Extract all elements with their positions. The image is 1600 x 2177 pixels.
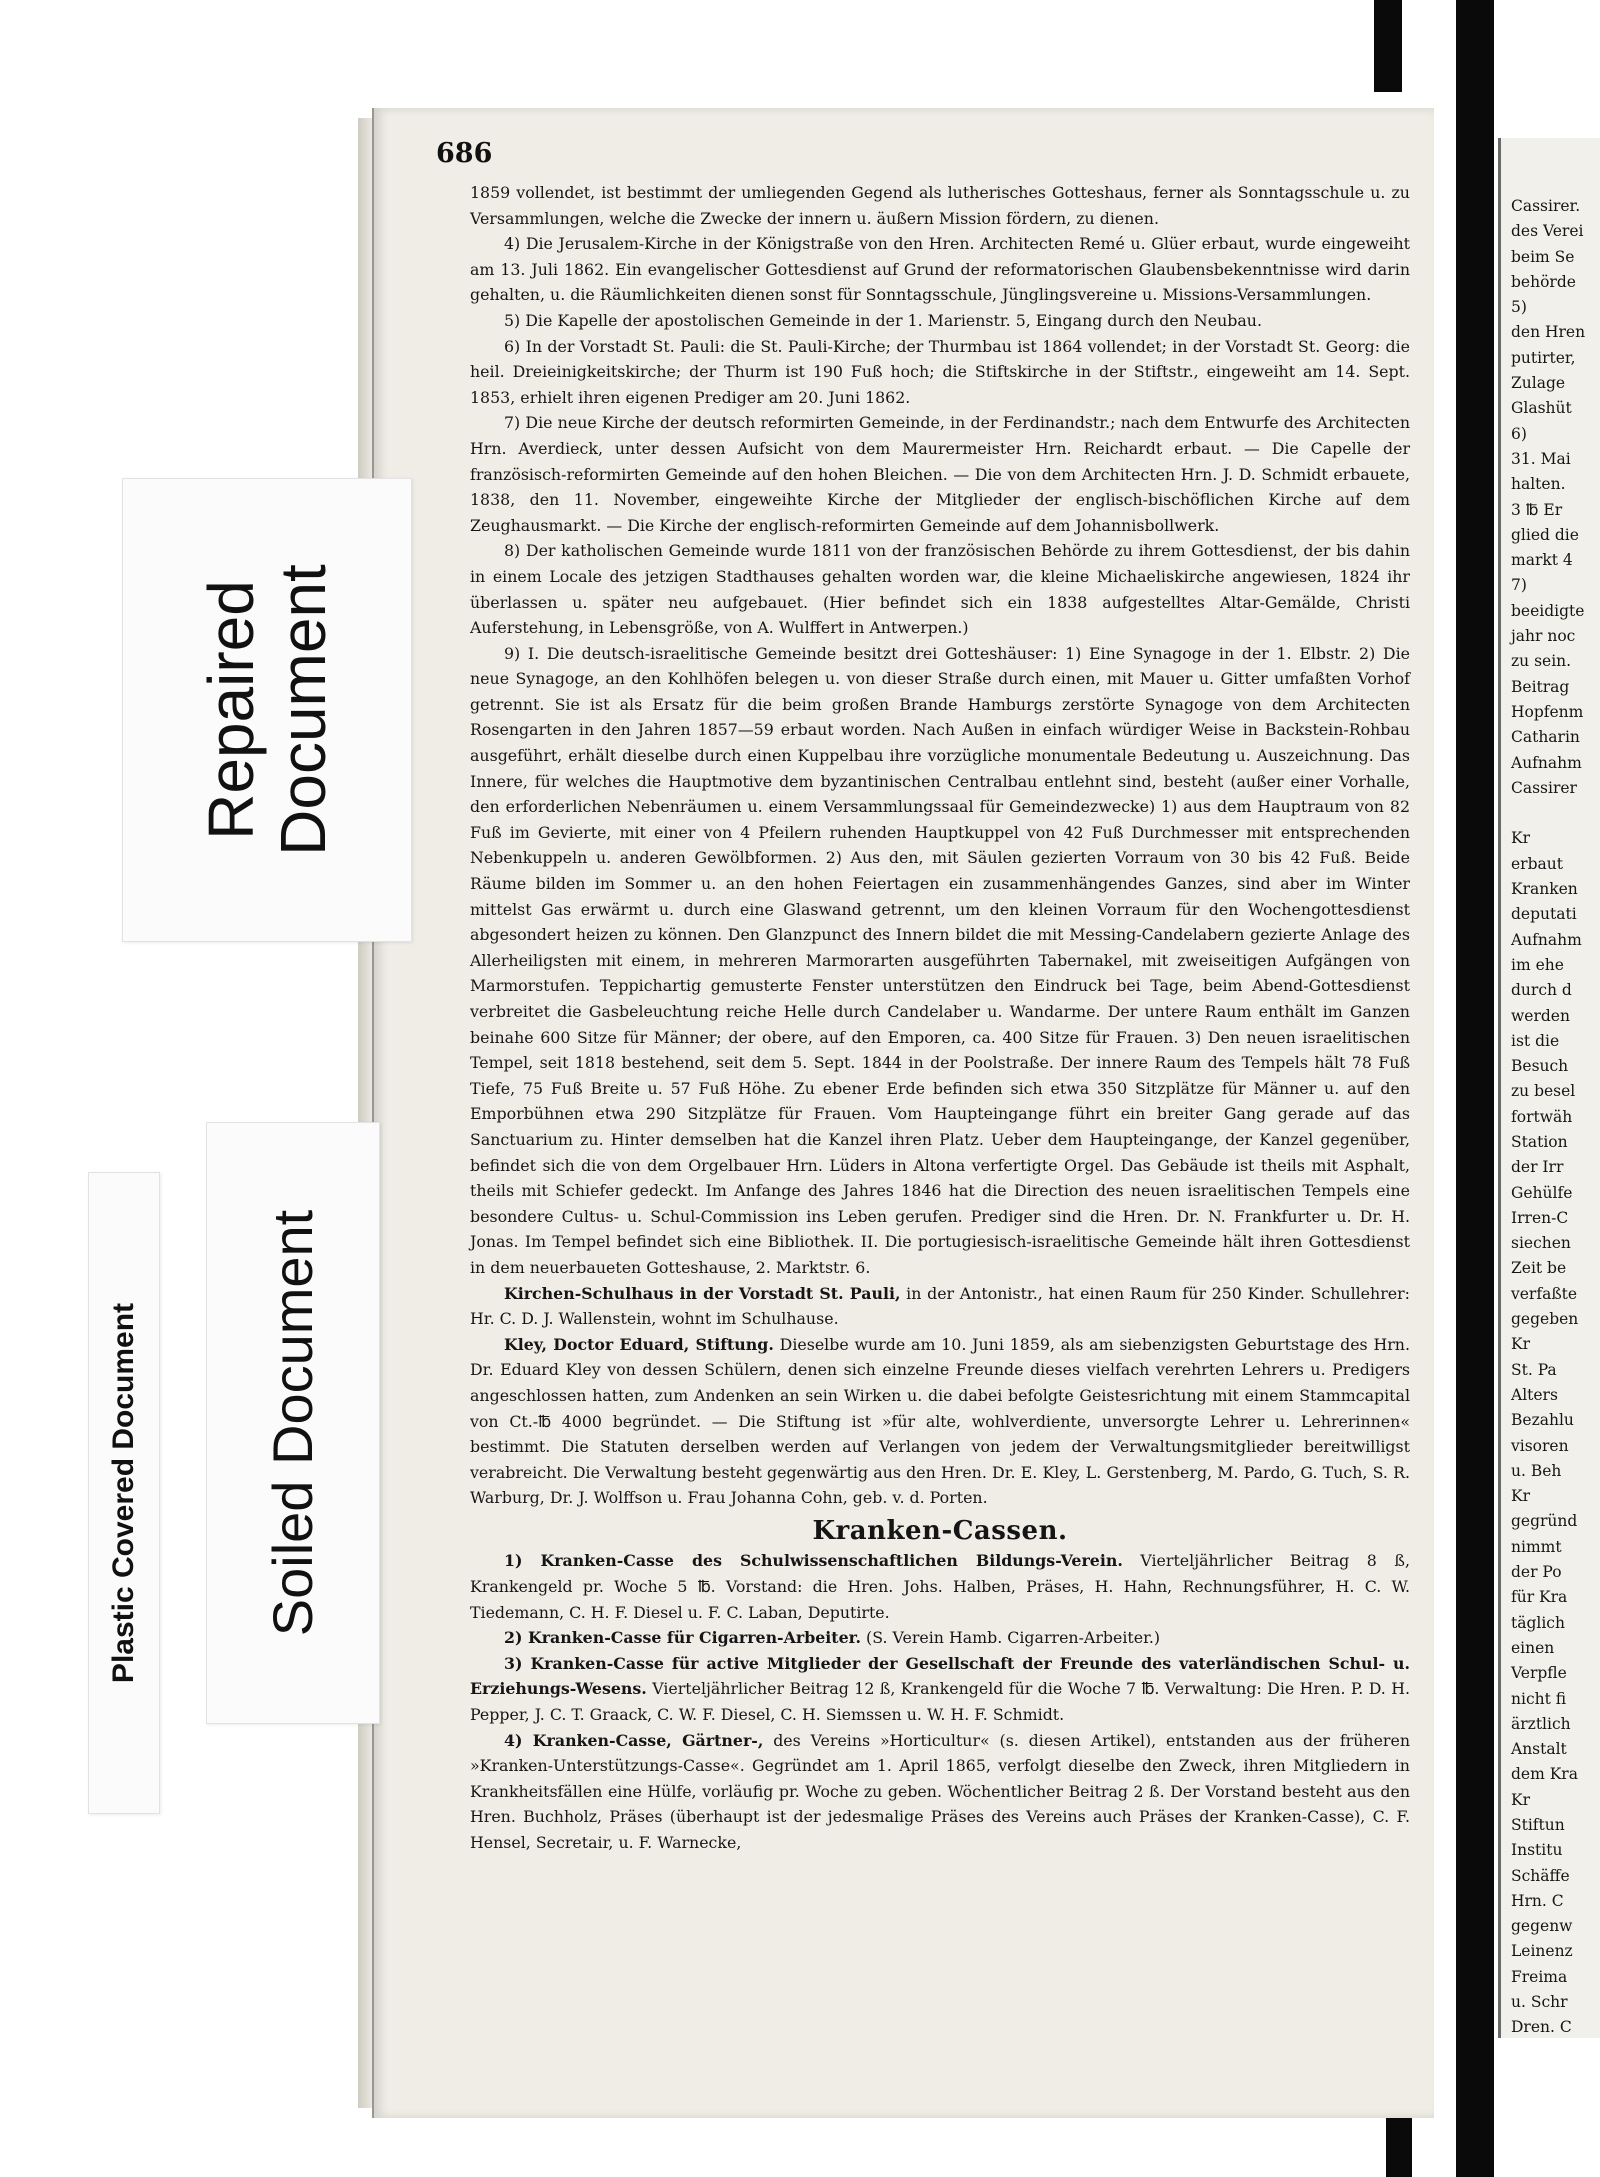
section-heading: Kranken-Cassen. (812, 1515, 1068, 1546)
casse-title: 3) Kranken-Casse für active Mitglieder der Gesellschaft der Freunde des vaterländischen Schul- u. Erziehungs-Wesens. (470, 1653, 1410, 1699)
adjacent-page-line: Besuch (1511, 1057, 1569, 1076)
adjacent-page-line: Alters (1511, 1385, 1558, 1404)
entry-text: in der Antonistr., hat einen Raum für 250 Kinder. Schullehrer: Hr. C. D. J. Wallenstein, wohnt im Schulhause. (470, 1283, 1410, 1329)
paragraph: 1859 vollendet, ist bestimmt der umliegenden Gegend als lutherisches Gotteshaus, ferner als Sonntagsschule u. zu Versammlungen, welche die Zwecke der innern u. äußern Mission fördern, zu dienen. (470, 183, 1410, 228)
adjacent-page-line: der Po (1511, 1563, 1562, 1582)
adjacent-page-line: Kr (1511, 829, 1530, 848)
adjacent-page-line: täglich (1511, 1613, 1565, 1632)
text-column (470, 180, 1410, 1856)
adjacent-page-line: erbaut (1511, 854, 1563, 873)
adjacent-page-line: u. Beh (1511, 1461, 1562, 1480)
adjacent-page-line: des Verei (1511, 222, 1584, 241)
adjacent-page-line: durch d (1511, 981, 1572, 1000)
adjacent-page-line: Institu (1511, 1841, 1563, 1860)
adjacent-page-line: Cassirer (1511, 778, 1577, 797)
adjacent-page-line: Stiftun (1511, 1816, 1565, 1834)
adjacent-page-line: Schäffe (1511, 1866, 1570, 1885)
adjacent-page-line: den Hren (1511, 323, 1586, 342)
adjacent-page-line: werden (1511, 1006, 1570, 1025)
adjacent-page-line: Bezahlu (1511, 1411, 1574, 1430)
adjacent-page-line: nimmt (1511, 1537, 1562, 1556)
adjacent-page-line: der Irr (1511, 1158, 1564, 1177)
adjacent-page-line: gegründ (1511, 1512, 1578, 1531)
film-edge-bar-top (1374, 0, 1402, 92)
page-edge-shadow (358, 118, 372, 2108)
adjacent-page-line: Hopfenm (1511, 702, 1584, 721)
casse-entry (470, 1625, 1410, 1651)
adjacent-page-line: 6) (1511, 424, 1527, 443)
adjacent-page (1498, 138, 1600, 2038)
repaired-document-label (195, 564, 339, 856)
casse-title: 2) Kranken-Casse für Cigarren-Arbeiter. (504, 1628, 862, 1648)
plastic-covered-document-label (107, 1303, 141, 1683)
adjacent-page-line: Anstalt (1511, 1740, 1567, 1759)
adjacent-page-line: Station (1511, 1132, 1568, 1151)
paragraph: 8) Der katholischen Gemeinde wurde 1811 von der französischen Behörde zu ihrem Gottesdienst, der bis dahin in einem Locale des jetzigen Stadthauses gehalten worden war, die kleine Michaeliskirche angewiesen, 1824 ihr überlassen u. später neu aufgebauet. (Hier befindet sich ein 1838 aufgestelltes Altar-Gemälde, Christi Auferstehung, in Lebensgröße, von A. Wulffert in Antwerpen.) (470, 541, 1410, 638)
label-line: Document (267, 564, 339, 856)
adjacent-page-line: ist die (1511, 1031, 1560, 1050)
casse-title: 4) Kranken-Casse, Gärtner-, (504, 1730, 764, 1750)
paragraph: 7) Die neue Kirche der deutsch reformirten Gemeinde, in der Ferdinandstr.; nach dem Entwurfe des Architecten Hrn. Averdieck, unter dessen Aufsicht von dem Maurermeister Hrn. Reichardt erbaut. — Die Capelle der französisch-reformirten Gemeinde auf den hohen Bleichen. — Die von dem Architecten Hrn. J. D. Schmidt erbauete, 1838, den 11. November, eingeweihte Kirche der Mitglieder der englisch-bischöflichen Kirche auf dem Zeughausmarkt. — Die Kirche der englisch-reformirten Gemeinde auf dem Johannisbollwerk. (470, 413, 1410, 535)
entry (470, 1281, 1410, 1332)
label-line: Soiled Document (261, 1209, 324, 1637)
casse-text: (S. Verein Hamb. Cigarren-Arbeiter.) (866, 1628, 1161, 1648)
adjacent-page-line: markt 4 (1511, 551, 1573, 570)
adjacent-page-line: verfaßte (1511, 1284, 1578, 1303)
adjacent-page-line: Freima (1511, 1967, 1568, 1986)
adjacent-page-line: einen (1511, 1638, 1555, 1657)
casse-text: Vierteljährlicher Beitrag 8 ß, Krankengeld pr. Woche 5 ℔. Vorstand: die Hren. Johs. Halben, Präses, H. Hahn, Rechnungsführer, H. C. W. Tiedemann, C. H. F. Diesel u. F. C. Laban, Deputirte. (470, 1551, 1410, 1622)
adjacent-page-line: Leinenz (1511, 1942, 1573, 1961)
adjacent-page-line: Kr (1511, 1335, 1530, 1354)
repaired-document-tab (122, 478, 412, 942)
adjacent-page-line: halten. (1511, 475, 1566, 494)
adjacent-page-line: jahr noc (1511, 627, 1576, 646)
adjacent-page-line: Irren-C (1511, 1208, 1569, 1227)
adjacent-page-line: fortwäh (1511, 1107, 1573, 1126)
adjacent-page-line: zu besel (1511, 1082, 1576, 1101)
adjacent-page-line: deputati (1511, 905, 1577, 924)
entry (470, 1332, 1410, 1511)
adjacent-page-line: 31. Mai (1511, 449, 1571, 468)
adjacent-page-line: gegeben (1511, 1310, 1579, 1329)
casse-text: des Vereins »Horticultur« (s. diesen Artikel), entstanden aus der früheren »Kranken-Unterstützungs-Casse«. Gegründet am 1. April 1865, verfolgt dieselbe den Zweck, ihren Mitgliedern in Krankheitsfällen eine Hülfe, vorläufig pr. Woche zu geben. Wöchentlicher Beitrag 2 ß. Der Vorstand besteht aus den Hren. Buchholz, Präses (überhaupt ist der jedesmalige Präses des Vereins auch Präses der Kranken-Casse), C. F. Hensel, Secretair, u. F. Warnecke, (470, 1730, 1410, 1852)
adjacent-page-line: St. Pa (1511, 1360, 1557, 1379)
adjacent-page-line: Zulage (1511, 374, 1566, 393)
adjacent-page-line: Aufnahm (1511, 930, 1582, 949)
casse-entry (470, 1728, 1410, 1856)
adjacent-page-line: u. Schr (1511, 1993, 1568, 2012)
adjacent-page-line: dem Kra (1511, 1765, 1578, 1784)
adjacent-page-line: Kranken (1511, 880, 1578, 899)
paragraph: 6) In der Vorstadt St. Pauli: die St. Pauli-Kirche; der Thurmbau ist 1864 vollendet; in der Vorstadt St. Georg: die heil. Dreieinigkeitskirche; der Thurm ist 190 Fuß hoch; die Stiftskirche in der Stiftstr., eingeweiht am 14. Sept. 1853, erhielt ihren eigenen Prediger am 20. Juni 1862. (470, 336, 1410, 407)
adjacent-page-line: 5) (1511, 298, 1527, 317)
adjacent-page-line: gegenw (1511, 1917, 1573, 1936)
adjacent-page-line: Catharin (1511, 728, 1580, 747)
adjacent-page-line: für Kra (1511, 1588, 1568, 1607)
paragraph: 5) Die Kapelle der apostolischen Gemeinde in der 1. Marienstr. 5, Eingang durch den Neubau. (504, 310, 1262, 330)
film-spine-bar (1456, 0, 1494, 2177)
page-number: 686 (436, 138, 493, 169)
adjacent-page-line: Hrn. C (1511, 1891, 1564, 1910)
adjacent-page-line: behörde (1511, 272, 1576, 291)
adjacent-page-line: zu sein. (1511, 652, 1572, 671)
adjacent-page-line: siechen (1511, 1234, 1571, 1253)
entry-title: Kirchen-Schulhaus in der Vorstadt St. Pauli, (504, 1283, 901, 1303)
label-line: Plastic Covered Document (107, 1302, 140, 1684)
paragraph: 9) I. Die deutsch-israelitische Gemeinde besitzt drei Gotteshäuser: 1) Eine Synagoge in der 1. Elbstr. 2) Die neue Synagoge, an den Kohlhöfen belegen u. von dieser Straße durch einen, mit Mauer u. Gitter umfaßten Vorhof getrennt. Sie ist als Ersatz für die beim großen Brande Hamburgs zerstörte Synagoge von dem Architecten Rosengarten in den Jahren 1857—59 erbaut worden. Nach Außen in einfach würdiger Weise in Backstein-Rohbau ausgeführt, erhält dieselbe durch einen Kuppelbau ihre vorzügliche monumentale Bedeutung u. Auszeichnung. Das Innere, für welches die Hauptmotive dem byzantinischen Centralbau entlehnt sind, besteht (außer einer Vorhalle, den erforderlichen Nebenräumen u. einem Versammlungssaal für Gemeindezwecke) 1) aus dem Hauptraum von 82 Fuß im Gevierte, mit einer von 4 Pfeilern ruhenden Hauptkuppel von 42 Fuß Durchmesser mit entsprechenden Nebenkuppeln u. anderen Gewölbformen. 2) Aus den, mit Säulen gezierten Vorraum von 30 bis 42 Fuß. Beide Räume bilden im Sommer u. an den hohen Feiertagen ein zusammenhängendes Ganzes, sind aber im Winter mittelst Gas erwärmt u. durch eine Glaswand getrennt, um den kleinen Vorraum für den Wochengottesdienst abgesondert heizen zu können. Den Glanzpunct des Innern bildet die mit Messing-Candelabern gezierte Anlage des Allerheiligsten mit einem, in mehreren Marmorarten ausgeführten Tabernakel, mit zweiseitigen Aufgängen von Marmorstufen. Teppichartig gemusterte Fenster unterstützen den Eindruck bei Tage, beim Abend-Gottesdienst verbreitet die Gasbeleuchtung reiche Helle durch Candelaber u. Wandarme. Der untere Raum enthält im Ganzen beinahe 600 Sitze für Männer; der obere, auf den Emporen, ca. 400 Sitze für Frauen. 3) Den neuen israelitischen Tempel, seit 1818 bestehend, seit dem 5. Sept. 1844 in der Poolstraße. Der innere Raum des Tempels hält 78 Fuß Tiefe, 75 Fuß Breite u. 57 Fuß Höhe. Zu ebener Erde befinden sich etwa 350 Sitzplätze für Männer u. auf den Emporbühnen etwa 290 Sitzplätze für Frauen. Vom Haupteingange führt ein breiter Gang gerade auf das Sanctuarium zu. Hinter demselben hat die Kanzel ihren Platz. Ueber dem Haupteingange, der Kanzel gegenüber, befindet sich die von dem Orgelbauer Hrn. Lüders in Altona verfertigte Orgel. Das Gebäude ist theils mit Asphalt, theils mit Schiefer gedeckt. Im Anfange des Jahres 1846 hat die Direction des neuen israelitischen Tempels eine besondere Cultus- u. Schul-Commission ins Leben gerufen. Prediger sind die Hren. Dr. N. Frankfurter u. Dr. H. Jonas. Im Tempel befindet sich eine Bibliothek. II. Die portugiesisch-israelitische Gemeinde hält ihren Gottesdienst in dem neuerbaueten Gotteshause, 2. Marktstr. 6. (470, 643, 1410, 1277)
adjacent-page-line: Zeit be (1511, 1259, 1567, 1278)
adjacent-page-line: Dren. C (1511, 2018, 1572, 2037)
adjacent-page-lines (1501, 138, 1600, 2038)
label-line: Repaired (195, 580, 267, 840)
casse-entry (470, 1651, 1410, 1728)
adjacent-page-line: ärztlich (1511, 1714, 1571, 1733)
adjacent-page-line: Verpfle (1511, 1664, 1567, 1683)
adjacent-page-line: Cassirer. (1511, 197, 1581, 215)
adjacent-page-line: im ehe (1511, 955, 1564, 974)
plastic-covered-document-tab (88, 1172, 160, 1814)
adjacent-page-line: Beitrag (1511, 677, 1570, 696)
adjacent-page-line: beim Se (1511, 247, 1575, 266)
adjacent-page-line: visoren (1511, 1436, 1569, 1455)
entry-title: Kley, Doctor Eduard, Stiftung. (504, 1334, 774, 1354)
casse-entry (470, 1548, 1410, 1625)
adjacent-page-line (1511, 801, 1600, 826)
entry-text: Dieselbe wurde am 10. Juni 1859, als am siebenzigsten Geburtstage des Hrn. Dr. Eduard Kley von dessen Schülern, denen sich einzelne Freunde dieses vielfach verehrten Lehrers u. Predigers angeschlossen hatten, zum Andenken an sein Wirken u. die dabei befolgte Geistesrichtung mit einem Stammcapital von Ct.-℔ 4000 begründet. — Die Stiftung ist »für alte, wohlverdiente, unversorgte Lehrer u. Lehrerinnen« bestimmt. Die Statuten derselben werden auf Verlangen von jedem der Verwaltungsmitglieder bereitwilligst verabreicht. Die Verwaltung besteht gegenwärtig aus den Hren. Dr. E. Kley, L. Gerstenberg, M. Pardo, G. Tuch, S. R. Warburg, Dr. J. Wolffson u. Frau Johanna Cohn, geb. v. d. Porten. (470, 1334, 1410, 1508)
adjacent-page-line: Aufnahm (1511, 753, 1582, 772)
adjacent-page-line: Glashüt (1511, 399, 1572, 418)
adjacent-page-line: beeidigte (1511, 601, 1585, 620)
adjacent-page-line: nicht fi (1511, 1689, 1567, 1708)
casse-text: Vierteljährlicher Beitrag 12 ß, Krankengeld für die Woche 7 ℔. Verwaltung: Die Hren. P. D. H. Pepper, J. C. T. Graack, C. W. F. Diesel, C. H. Siemssen u. W. H. F. Schmidt. (470, 1679, 1410, 1725)
adjacent-page-line: Kr (1511, 1487, 1530, 1506)
adjacent-page-line: glied die (1511, 525, 1579, 544)
casse-title: 1) Kranken-Casse des Schulwissenschaftlichen Bildungs-Verein. (504, 1551, 1123, 1571)
adjacent-page-line: Gehülfe (1511, 1183, 1573, 1202)
adjacent-page-line: 7) (1511, 576, 1527, 595)
adjacent-page-line: 3 ℔ Er (1511, 500, 1563, 519)
adjacent-page-line: Kr (1511, 1790, 1530, 1809)
adjacent-page-line: putirter, (1511, 348, 1576, 367)
soiled-document-tab (206, 1122, 380, 1724)
paragraph: 4) Die Jerusalem-Kirche in der Königstraße von den Hren. Architecten Remé u. Glüer erbaut, wurde eingeweiht am 13. Juli 1862. Ein evangelischer Gottesdienst auf Grund der reformatorischen Glaubensbekenntnisse wird darin gehalten, u. die Räumlichkeiten dienen sonst für Sonntagsschule, Jünglingsvereine u. Missions-Versammlungen. (470, 234, 1410, 305)
document-page (372, 108, 1434, 2118)
soiled-document-label (261, 1210, 325, 1636)
